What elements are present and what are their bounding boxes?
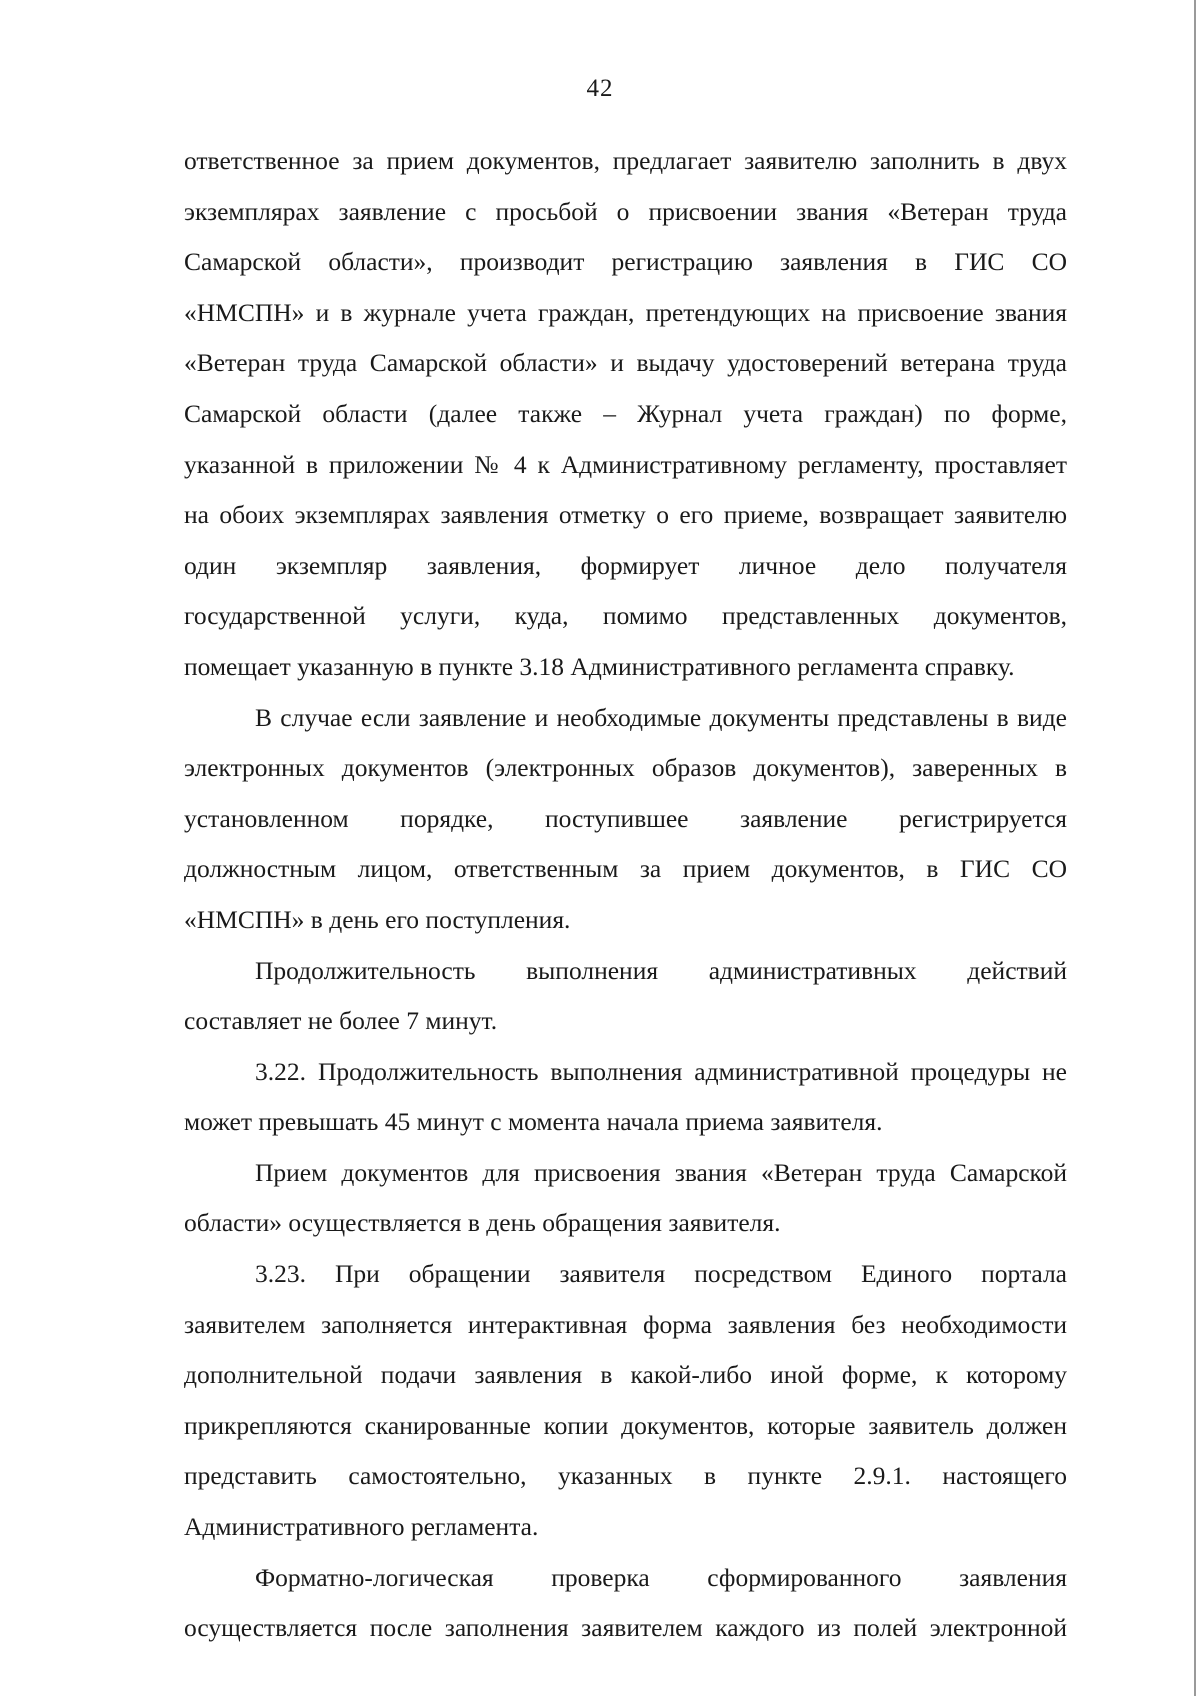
text-line: Административного регламента.	[184, 1512, 539, 1542]
text-line: на обоих экземплярах заявления отметку о его приеме, возвращает заявителю	[184, 500, 1067, 530]
page-number: 42	[586, 75, 614, 102]
document-body	[184, 136, 1067, 1654]
text-line: заявителем заполняется интерактивная форма заявления без необходимости	[184, 1309, 1067, 1339]
paragraph-6	[184, 1249, 1067, 1553]
text-line: Форматно-логическая проверка сформированного заявления	[255, 1562, 1067, 1592]
text-line: В случае если заявление и необходимые документы представлены в виде	[255, 702, 1067, 732]
text-line: государственной услуги, куда, помимо представленных документов,	[184, 601, 1067, 631]
paragraph-3	[184, 946, 1067, 1047]
text-line: области» осуществляется в день обращения заявителя.	[184, 1208, 781, 1238]
text-line: один экземпляр заявления, формирует личное дело получателя	[184, 550, 1067, 580]
text-line: ответственное за прием документов, предлагает заявителю заполнить в двух	[184, 146, 1067, 175]
text-line: прикрепляются сканированные копии документов, которые заявитель должен	[184, 1410, 1067, 1440]
text-line: «Ветеран труда Самарской области» и выдачу удостоверений ветерана труда	[184, 348, 1067, 378]
text-line: помещает указанную в пункте 3.18 Административного регламента справку.	[184, 651, 1015, 681]
text-line: может превышать 45 минут с момента начала приема заявителя.	[184, 1107, 883, 1137]
text-line: указанной в приложении № 4 к Административному регламенту, проставляет	[184, 449, 1067, 479]
text-line: Прием документов для присвоения звания «Ветеран труда Самарской	[255, 1157, 1067, 1187]
paragraph-4	[184, 1047, 1067, 1148]
text-line: дополнительной подачи заявления в какой-либо иной форме, к которому	[184, 1360, 1067, 1390]
paragraph-7	[184, 1553, 1067, 1654]
text-line: составляет не более 7 минут.	[184, 1006, 498, 1036]
text-line: 3.23. При обращении заявителя посредством Единого портала	[255, 1259, 1067, 1289]
paragraph-2	[184, 693, 1067, 946]
paragraph-5	[184, 1148, 1067, 1249]
text-line: Продолжительность выполнения административных действий	[255, 955, 1067, 985]
text-line: осуществляется после заполнения заявителем каждого из полей электронной	[184, 1613, 1067, 1643]
text-line: 3.22. Продолжительность выполнения административной процедуры не	[255, 1056, 1067, 1086]
text-line: «НМСПН» в день его поступления.	[184, 904, 571, 934]
text-line: Самарской области (далее также – Журнал учета граждан) по форме,	[184, 398, 1067, 428]
text-line: установленном порядке, поступившее заявление регистрируется	[184, 803, 1067, 833]
text-line: электронных документов (электронных образов документов), заверенных в	[184, 753, 1067, 783]
text-line: «НМСПН» и в журнале учета граждан, претендующих на присвоение звания	[184, 297, 1067, 327]
page-edge-line	[1194, 0, 1196, 1696]
text-line: экземплярах заявление с просьбой о присвоении звания «Ветеран труда	[184, 196, 1067, 226]
text-line: представить самостоятельно, указанных в пункте 2.9.1. настоящего	[184, 1461, 1067, 1491]
paragraph-1	[184, 136, 1067, 693]
text-line: должностным лицом, ответственным за прием документов, в ГИС СО	[184, 854, 1067, 884]
text-line: Самарской области», производит регистрацию заявления в ГИС СО	[184, 247, 1067, 277]
